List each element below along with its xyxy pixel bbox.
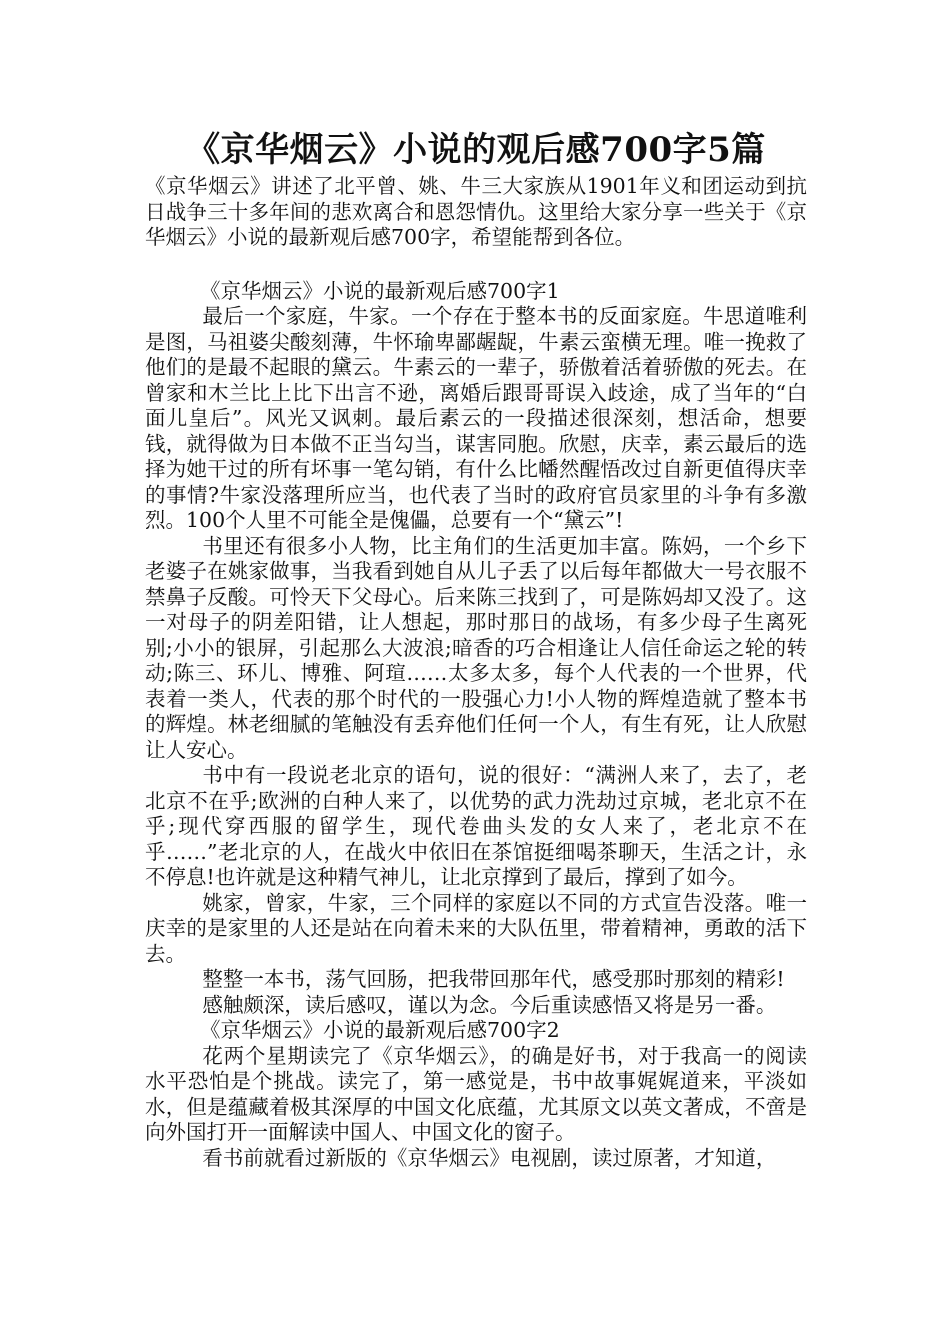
document-title: 《京华烟云》小说的观后感700字5篇 — [186, 130, 766, 170]
section-1-paragraph-6: 感触颇深，读后感叹，谨以为念。今后重读感悟又将是另一番。 — [202, 992, 777, 1017]
intro-paragraph: 《京华烟云》讲述了北平曾、姚、牛三大家族从1901年义和团运动到抗日战争三十多年间的悲欢离合和恩怨情仇。这里给大家分享一些关于《京华烟云》小说的最新观后感700字，希望能帮到各位。 — [145, 174, 807, 249]
section-1-paragraph-5: 整整一本书，荡气回肠，把我带回那年代，感受那时那刻的精彩! — [202, 967, 785, 991]
section-1-paragraph-2: 书里还有很多小人物，比主角们的生活更加丰富。陈妈，一个乡下老婆子在姚家做事，当我看到她自从儿子丢了以后每年都做大一号衣服不禁鼻子反酸。可怜天下父母心。后来陈三找到了，可是陈妈却又没了。这一对母子的阴差阳错，让人想起，那时那日的战场，有多少母子生离死别;小小的银屏，引起那么大波浪;暗香的巧合相逢让人信任命运之轮的转动;陈三、环儿、博雅、阿瑄……太多太多，每个人代表的一个世界，代表着一类人，代表的那个时代的一股强心力!小人物的辉煌造就了整本书的辉煌。林老细腻的笔触没有丢弃他们任何一个人，有生有死，让人欣慰让人安心。 — [145, 533, 807, 762]
spacer — [145, 251, 807, 279]
section-1-paragraph-3: 书中有一段说老北京的语句，说的很好：“满洲人来了，去了，老北京不在乎;欧洲的白种人来了，以优势的武力洗劫过京城，老北京不在乎;现代穿西服的留学生，现代卷曲头发的女人来了，老北京不在乎……”老北京的人，在战火中依旧在茶馆挺细喝茶聊天，生活之计，永不停息!也许就是这种精气神儿，让北京撑到了最后，撑到了如今。 — [145, 763, 807, 889]
document-page — [145, 128, 807, 1171]
section-1-paragraph-1: 最后一个家庭，牛家。一个存在于整本书的反面家庭。牛思道唯利是图，马祖婆尖酸刻薄，牛怀瑜卑鄙龌龊，牛素云蛮横无理。唯一挽救了他们的是最不起眼的黛云。牛素云的一辈子，骄傲着活着骄傲的死去。在曾家和木兰比上比下出言不逊，离婚后跟哥哥误入歧途，成了当年的“白面儿皇后”。风光又讽刺。最后素云的一段描述很深刻，想活命，想要钱，就得做为日本做不正当勾当，谋害同胞。欣慰，庆幸，素云最后的选择为她干过的所有坏事一笔勾销，有什么比幡然醒悟改过自新更值得庆幸的事情?牛家没落理所应当，也代表了当时的政府官员家里的斗争有多激烈。100个人里不可能全是傀儡，总要有一个“黛云”! — [145, 304, 807, 532]
section-2-paragraph-2: 看书前就看过新版的《京华烟云》电视剧，读过原著，才知道， — [202, 1145, 777, 1170]
section-1-heading: 《京华烟云》小说的最新观后感700字1 — [200, 278, 560, 303]
section-2-paragraph-1: 花两个星期读完了《京华烟云》，的确是好书，对于我高一的阅读水平恐怕是个挑战。读完了，第一感觉是，书中故事娓娓道来，平淡如水，但是蕴藏着极其深厚的中国文化底蕴，尤其原文以英文著成，不啻是向外国打开一面解读中国人、中国文化的窗子。 — [145, 1043, 807, 1144]
section-1-paragraph-4: 姚家，曾家，牛家，三个同样的家庭以不同的方式宣告没落。唯一庆幸的是家里的人还是站在向着未来的大队伍里，带着精神，勇敢的活下去。 — [145, 890, 807, 966]
section-2-heading: 《京华烟云》小说的最新观后感700字2 — [200, 1018, 560, 1042]
